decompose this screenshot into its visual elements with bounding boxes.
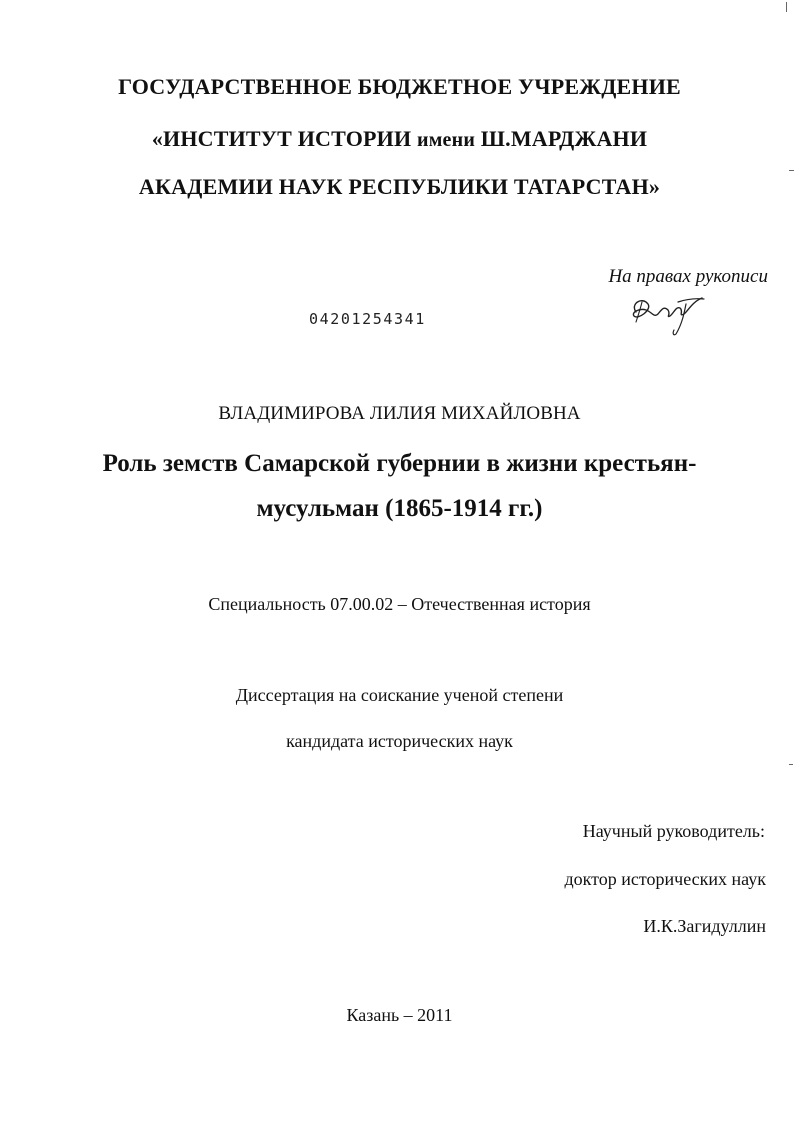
scan-mark xyxy=(789,764,793,765)
degree-line-2: кандидата исторических наук xyxy=(286,731,513,751)
dissertation-title-line-1: Роль земств Самарской губернии в жизни крестьян- xyxy=(102,450,697,477)
institution-line-3: АКАДЕМИИ НАУК РЕСПУБЛИКИ ТАТАРСТАН» xyxy=(138,174,661,199)
city-year: Казань – 2011 xyxy=(346,1005,453,1025)
institution-line-2-part-2: имени xyxy=(416,129,476,151)
manuscript-rights-note: На правах рукописи xyxy=(608,266,768,287)
dissertation-title-line-2: мусульман (1865-1914 гг.) xyxy=(256,495,543,522)
institution-line-2-part-1: «ИНСТИТУТ ИСТОРИИ xyxy=(151,126,412,151)
degree-line-1: Диссертация на соискание ученой степени xyxy=(235,685,564,705)
scan-mark xyxy=(789,170,794,171)
signature-icon xyxy=(628,290,708,338)
institution-line-1: ГОСУДАРСТВЕННОЕ БЮДЖЕТНОЕ УЧРЕЖДЕНИЕ xyxy=(118,74,681,99)
supervisor-name: И.К.Загидуллин xyxy=(643,916,766,936)
supervisor-degree: доктор исторических наук xyxy=(564,869,766,889)
specialty: Специальность 07.00.02 – Отечественная история xyxy=(208,594,591,614)
catalog-number: 04201254341 xyxy=(309,310,426,328)
author-name: ВЛАДИМИРОВА ЛИЛИЯ МИХАЙЛОВНА xyxy=(218,403,581,424)
institution-line-2 xyxy=(0,126,799,152)
institution-line-2-part-3: Ш.МАРДЖАНИ xyxy=(480,126,648,151)
supervisor-label: Научный руководитель: xyxy=(582,821,765,841)
scan-mark xyxy=(786,2,787,12)
